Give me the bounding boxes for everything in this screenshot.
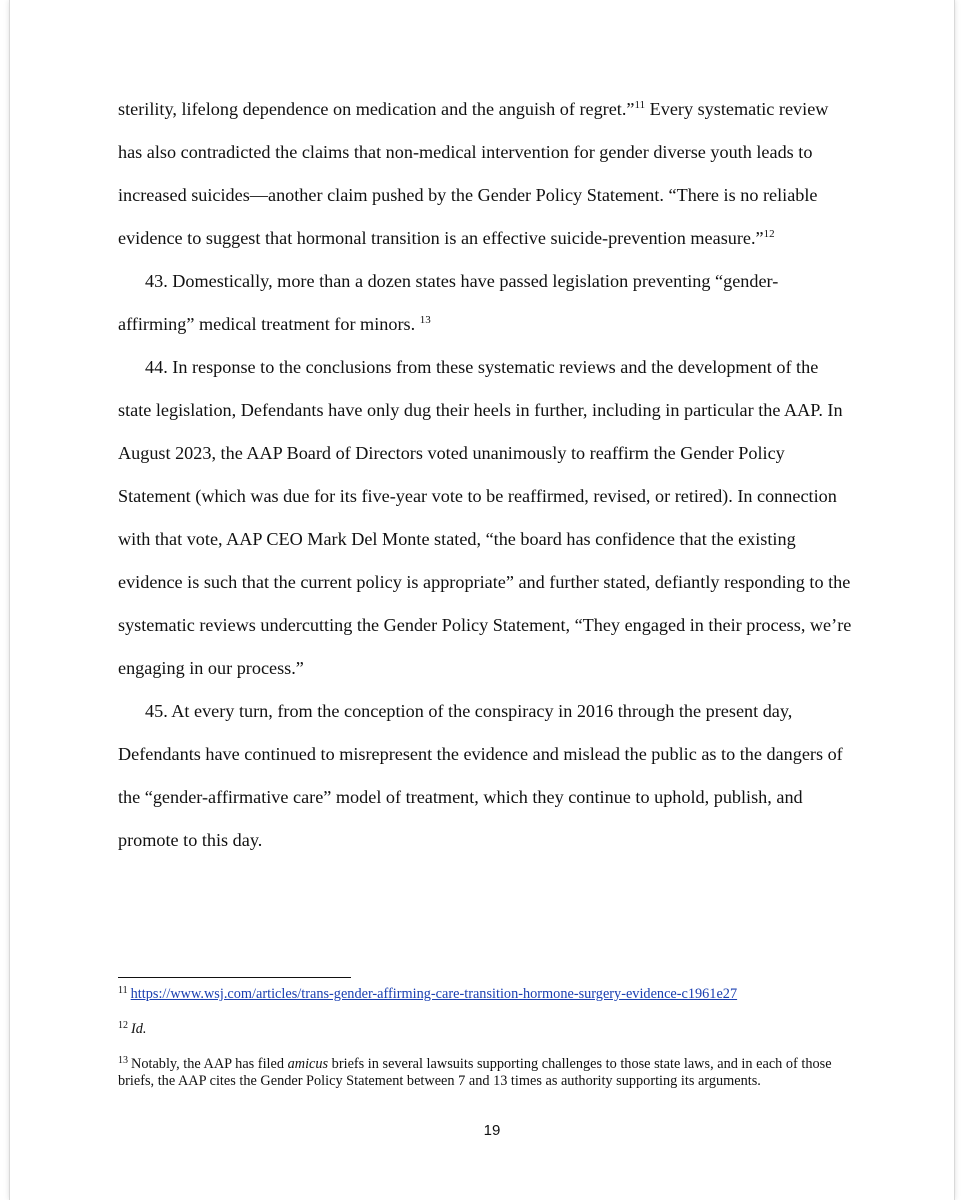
footnote-12 — [118, 1021, 858, 1038]
footnote-text: briefs in several lawsuits supporting challenges to those state laws, and in each of those briefs, the AAP cites the Gender Policy Statement between 7 and 13 times as authority supporting its arguments. — [118, 1056, 832, 1089]
footnote-number: 12 — [118, 1020, 128, 1031]
footnote-italic-text: amicus — [287, 1056, 329, 1072]
page-number: 19 — [483, 1122, 501, 1139]
paragraph-44 — [118, 346, 854, 690]
document-page — [10, 0, 954, 1200]
paragraph-text: Every systematic review has also contradicted the claims that non-medical intervention for gender diverse youth leads to increased suicides—another claim pushed by the Gender Policy Statement. “There is no reliable evidence to suggest that hormonal transition is an effective suicide-prevention measure.” — [118, 99, 829, 248]
paragraph-continuation — [118, 88, 854, 260]
footnote-13 — [118, 1056, 858, 1090]
paragraph-text: sterility, lifelong dependence on medication and the anguish of regret.” — [118, 99, 635, 119]
paragraph-43 — [118, 260, 854, 346]
footnote-ref-13[interactable]: 13 — [419, 314, 431, 326]
footnotes — [118, 986, 858, 1090]
body-text — [118, 88, 854, 862]
paragraph-text: 44. In response to the conclusions from these systematic reviews and the development of the state legislation, Defendants have only dug their heels in further, including in particular the AAP. In August 2023, the AAP Board of Directors voted unanimously to reaffirm the Gender Policy Statement (which was due for its five-year vote to be reaffirmed, revised, or retired). In connection with that vote, AAP CEO Mark Del Monte stated, “the board has confidence that the existing evidence is such that the current policy is appropriate” and further stated, defiantly responding to the systematic reviews undercutting the Gender Policy Statement, “They engaged in their process, we’re engaging in our process.” — [118, 357, 852, 678]
footnote-number: 13 — [118, 1055, 128, 1066]
paragraph-text: 43. Domestically, more than a dozen states have passed legislation preventing “gender-affirming” medical treatment for minors. — [118, 271, 779, 334]
footnote-ref-12[interactable]: 12 — [763, 228, 775, 240]
footnote-number: 11 — [118, 985, 128, 996]
footnote-text: Id. — [131, 1021, 147, 1037]
footnote-11 — [118, 986, 858, 1003]
footnote-link[interactable]: https://www.wsj.com/articles/trans-gender-affirming-care-transition-hormone-surgery-evidence-c1961e27 — [130, 986, 738, 1002]
footnote-ref-11[interactable]: 11 — [634, 99, 646, 111]
footnote-divider — [118, 977, 351, 978]
paragraph-45 — [118, 690, 854, 862]
footnote-text: Notably, the AAP has filed — [131, 1056, 288, 1072]
paragraph-text: 45. At every turn, from the conception of the conspiracy in 2016 through the present day, Defendants have continued to misrepresent the evidence and mislead the public as to the dangers of the “gender-affirmative care” model of treatment, which they continue to uphold, publish, and promote to this day. — [118, 701, 843, 850]
